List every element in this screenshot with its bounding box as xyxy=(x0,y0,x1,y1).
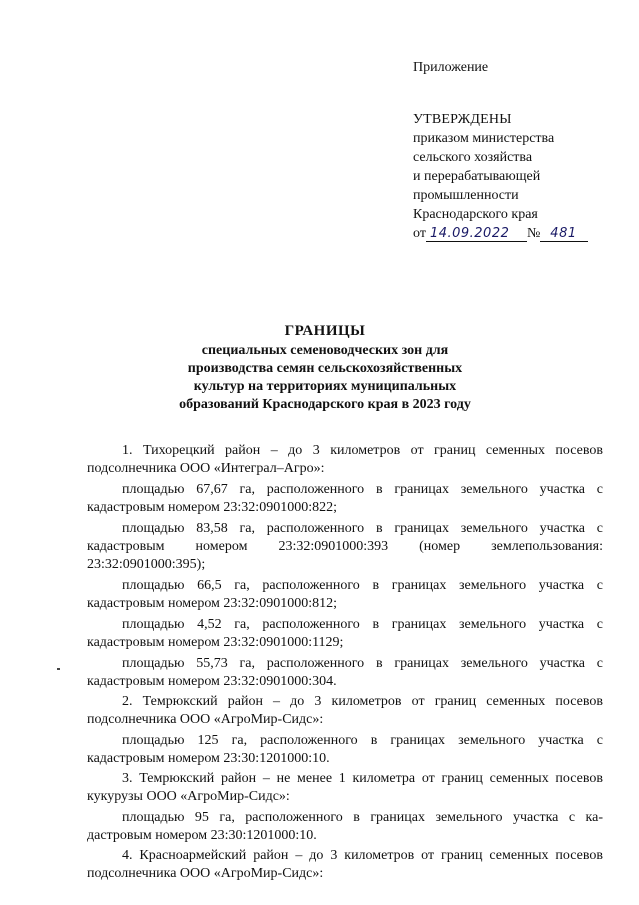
approved-heading: УТВЕРЖДЕНЫ xyxy=(413,112,512,127)
number-label: № xyxy=(526,226,541,241)
title-heading: ГРАНИЦЫ xyxy=(284,323,366,339)
title-line: специальных семеноводческих зон для xyxy=(201,343,449,358)
title-line: образований Краснодарского края в 2023 году xyxy=(179,397,471,412)
from-label: от xyxy=(413,226,426,241)
title-line: производства семян сельскохозяйственных xyxy=(187,361,463,376)
handwritten-date: 14.09.2022 xyxy=(426,226,527,242)
zone-item: 4. Красноармейский район – до 3 километров от границ семенных посевов подсолнечника ООО «АгроМир-Сидс»: xyxy=(87,848,603,881)
document-body xyxy=(87,440,603,883)
approval-block xyxy=(413,58,623,243)
plot-paragraph: площадью 125 га, расположенного в границах земельного участка с кадастровым номером 23:30:1201000:10. xyxy=(87,733,603,766)
approval-line: Краснодарского края xyxy=(413,207,538,222)
plot-paragraph: площадью 55,73 га, расположенного в границах земельного участка с кадастровым номером 23:32:0901000:304. xyxy=(87,656,603,689)
plot-paragraph: площадью 95 га, расположенного в границах земельного участка с ка-дастровым номером 23:30:1201000:10. xyxy=(87,810,603,843)
approval-line: и перерабатывающей xyxy=(413,169,541,184)
plot-paragraph: площадью 4,52 га, расположенного в границах земельного участка с кадастровым номером 23:32:0901000:1129; xyxy=(87,617,603,650)
plot-paragraph: площадью 67,67 га, расположенного в границах земельного участка с кадастровым номером 23:32:0901000:822; xyxy=(87,482,603,515)
approval-line: сельского хозяйства xyxy=(413,150,533,165)
scan-speck xyxy=(57,668,60,670)
zone-item: 1. Тихорецкий район – до 3 километров от границ семенных посевов подсолнечника ООО «Интеграл–Агро»: xyxy=(87,443,603,476)
plot-paragraph: площадью 83,58 га, расположенного в границах земельного участка с кадастровым номером 23:32:0901000:393 (номер землепользования: 23:32:0901000:395); xyxy=(87,521,603,572)
approval-line: промышленности xyxy=(413,188,519,203)
appendix-label: Приложение xyxy=(413,60,489,75)
order-date-number-line xyxy=(413,224,623,243)
handwritten-number: 481 xyxy=(540,226,588,242)
zone-item: 3. Темрюкский район – не менее 1 километра от границ семенных посевов кукурузы ООО «АгроМир-Сидс»: xyxy=(87,771,603,804)
document-title xyxy=(110,322,540,414)
plot-paragraph: площадью 66,5 га, расположенного в границах земельного участка с кадастровым номером 23:32:0901000:812; xyxy=(87,578,603,611)
zone-item: 2. Темрюкский район – до 3 километров от границ семенных посевов подсолнечника ООО «АгроМир-Сидс»: xyxy=(87,694,603,727)
approval-line: приказом министерства xyxy=(413,131,555,146)
title-line: культур на территориях муниципальных xyxy=(193,379,457,394)
